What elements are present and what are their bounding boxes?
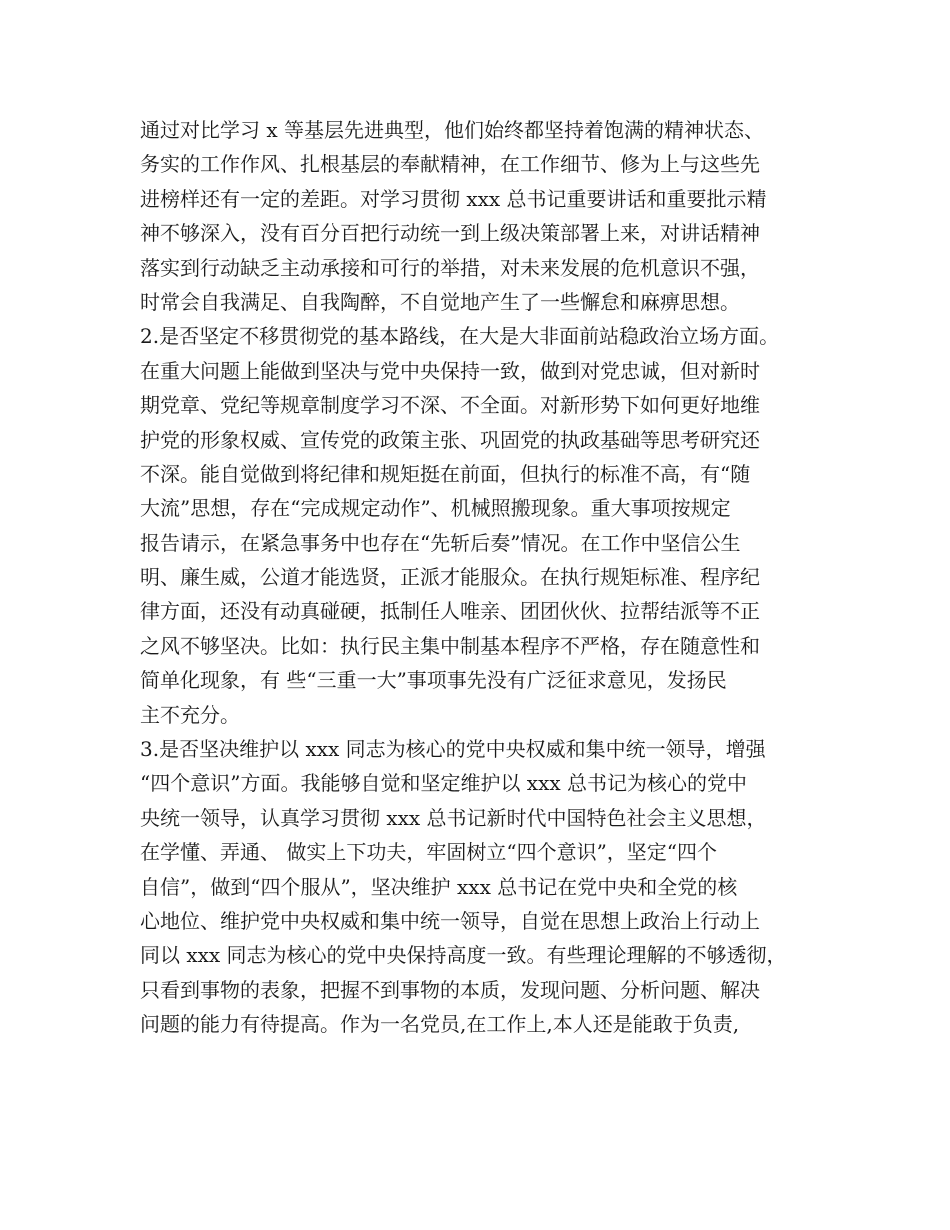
text-line: 央统一领导，认真学习贯彻 xxx 总书记新时代中国特色社会主义思想， xyxy=(140,805,767,830)
text-line: 之风不够坚决。比如：执行民主集中制基本程序不严格，存在随意性和 xyxy=(140,633,760,658)
text-line: 2.是否坚定不移贯彻党的基本路线，在大是大非面前站稳政治立场方面。 xyxy=(140,324,780,349)
text-line: 只看到事物的表象，把握不到事物的本质，发现问题、分析问题、解决 xyxy=(140,977,760,1002)
text-line: 明、廉生威，公道才能选贤，正派才能服众。在执行规矩标准、程序纪 xyxy=(140,565,760,590)
body-text xyxy=(140,113,840,1042)
text-line: 在学懂、弄通、 做实上下功夫，牢固树立“四个意识”，坚定“四个 xyxy=(140,840,718,865)
text-line: 不深。能自觉做到将纪律和规矩挺在前面，但执行的标准不高，有“随 xyxy=(140,461,751,486)
text-line: 简单化现象，有 些“三重一大”事项事先没有广泛征求意见，发扬民 xyxy=(140,668,727,693)
text-line: 时常会自我满足、自我陶醉，不自觉地产生了一些懈怠和麻痹思想。 xyxy=(140,289,740,314)
text-line: 护党的形象权威、宣传党的政策主张、巩固党的执政基础等思考研究还 xyxy=(140,427,760,452)
text-line: 主不充分。 xyxy=(140,702,240,727)
text-line: 自信”，做到“四个服从”，坚决维护 xxx 总书记在党中央和全党的核 xyxy=(140,874,738,899)
text-line: 期党章、党纪等规章制度学习不深、不全面。对新形势下如何更好地维 xyxy=(140,393,760,418)
text-line: 神不够深入，没有百分百把行动统一到上级决策部署上来，对讲话精神 xyxy=(140,221,760,246)
text-line: 心地位、维护党中央权威和集中统一领导，自觉在思想上政治上行动上 xyxy=(140,908,760,933)
text-line: “四个意识”方面。我能够自觉和坚定维护以 xxx 总书记为核心的党中 xyxy=(140,771,748,796)
text-line: 律方面，还没有动真碰硬，抵制任人唯亲、团团伙伙、拉帮结派等不正 xyxy=(140,599,760,624)
text-line: 在重大问题上能做到坚决与党中央保持一致，做到对党忠诚，但对新时 xyxy=(140,358,760,383)
text-line: 问题的能力有待提高。作为一名党员,在工作上,本人还是能敢于负责, xyxy=(140,1012,740,1037)
text-line: 大流”思想，存在“完成规定动作”、机械照搬现象。重大事项按规定 xyxy=(140,496,731,521)
text-line: 报告请示，在紧急事务中也存在“先斩后奏”情况。在工作中坚信公生 xyxy=(140,530,741,555)
text-line: 落实到行动缺乏主动承接和可行的举措，对未来发展的危机意识不强， xyxy=(140,255,760,280)
text-line: 进榜样还有一定的差距。对学习贯彻 xxx 总书记重要讲话和重要批示精 xyxy=(140,186,767,211)
text-line: 同以 xxx 同志为核心的党中央保持高度一致。有些理论理解的不够透彻， xyxy=(140,943,787,968)
text-line: 3.是否坚决维护以 xxx 同志为核心的党中央权威和集中统一领导，增强 xyxy=(140,737,766,762)
text-line: 通过对比学习 x 等基层先进典型，他们始终都坚持着饱满的精神状态、 xyxy=(140,118,764,142)
text-line: 务实的工作作风、扎根基层的奉献精神，在工作细节、修为上与这些先 xyxy=(140,152,760,177)
